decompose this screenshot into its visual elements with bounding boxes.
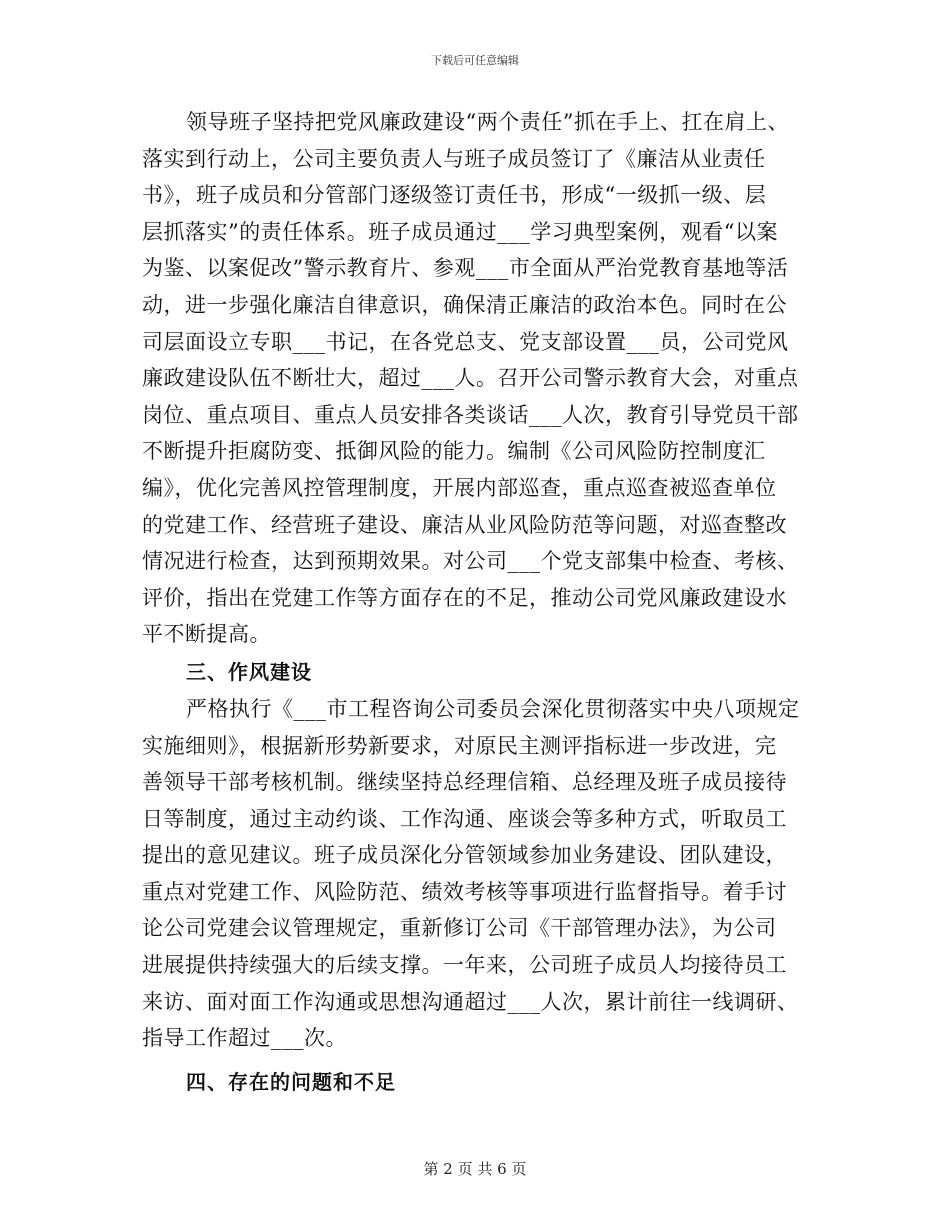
text-line: 落实到行动上，公司主要负责人与班子成员签订了《廉洁从业责任 <box>142 146 766 171</box>
text-line: 的党建工作、经营班子建设、廉洁从业风险防范等问题，对巡查整改 <box>142 512 787 537</box>
text-line: 善领导干部考核机制。继续坚持总经理信箱、总经理及班子成员接待 <box>142 770 787 795</box>
text-line: 岗位、重点项目、重点人员安排各类谈话___人次，教育引导党员干部 <box>142 402 799 427</box>
text-line: 领导班子坚持把党风廉政建设“两个责任”抓在手上、扛在肩上、 <box>186 110 789 134</box>
text-line: 司层面设立专职___书记，在各党总支、党支部设置___员，公司党风 <box>142 329 789 354</box>
text-line: 实施细则》，根据新形势新要求，对原民主测评指标进一步改进，完 <box>142 733 777 758</box>
text-line: 层抓落实”的责任体系。班子成员通过___学习典型案例，观看“以案 <box>142 219 778 244</box>
text-line: 动，进一步强化廉洁自律意识，确保清正廉洁的政治本色。同时在公 <box>142 292 787 317</box>
text-line: 不断提升拒腐防变、抵御风险的能力。编制《公司风险防控制度汇 <box>142 439 766 464</box>
text-line: 平不断提高。 <box>142 622 271 647</box>
text-line: 论公司党建会议管理规定，重新修订公司《干部管理办法》，为公司 <box>142 916 777 941</box>
paragraph-party-conduct <box>142 104 810 653</box>
page-header: 下载后可任意编辑 <box>431 54 519 67</box>
paragraph-work-style <box>142 691 810 1057</box>
text-line: 重点对党建工作、风险防范、绩效考核等事项进行监督指导。着手讨 <box>142 879 787 904</box>
text-line: 严格执行《___市工程咨询公司委员会深化贯彻落实中央八项规定 <box>186 696 800 721</box>
document-body <box>142 104 810 1101</box>
text-line: 廉政建设队伍不断壮大，超过___人。召开公司警示教育大会，对重点 <box>142 366 799 391</box>
text-line: 指导工作超过___次。 <box>142 1026 347 1051</box>
text-line: 编》，优化完善风控管理制度，开展内部巡查，重点巡查被巡查单位 <box>142 475 777 500</box>
section-heading-3: 三、作风建设 <box>186 659 312 684</box>
text-line: 进展提供持续强大的后续支撑。一年来，公司班子成员人均接待员工 <box>142 953 787 978</box>
text-line: 书》，班子成员和分管部门逐级签订责任书，形成“一级抓一级、层 <box>142 183 767 208</box>
text-line: 评价，指出在党建工作等方面存在的不足，推动公司党风廉政建设水 <box>142 585 787 610</box>
page-footer: 第 2 页 共 6 页 <box>423 1160 527 1178</box>
text-line: 为鉴、以案促改”警示教育片、参观___市全面从严治党教育基地等活 <box>142 256 789 281</box>
text-line: 提出的意见建议。班子成员深化分管领域参加业务建设、团队建设， <box>142 843 787 868</box>
text-line: 情况进行检查，达到预期效果。对公司___个党支部集中检查、考核、 <box>142 549 799 574</box>
text-line: 来访、面对面工作沟通或思想沟通超过___人次，累计前往一线调研、 <box>142 989 799 1014</box>
section-heading-4: 四、存在的问题和不足 <box>186 1069 396 1094</box>
text-line: 日等制度，通过主动约谈、工作沟通、座谈会等多种方式，听取员工 <box>142 806 787 831</box>
